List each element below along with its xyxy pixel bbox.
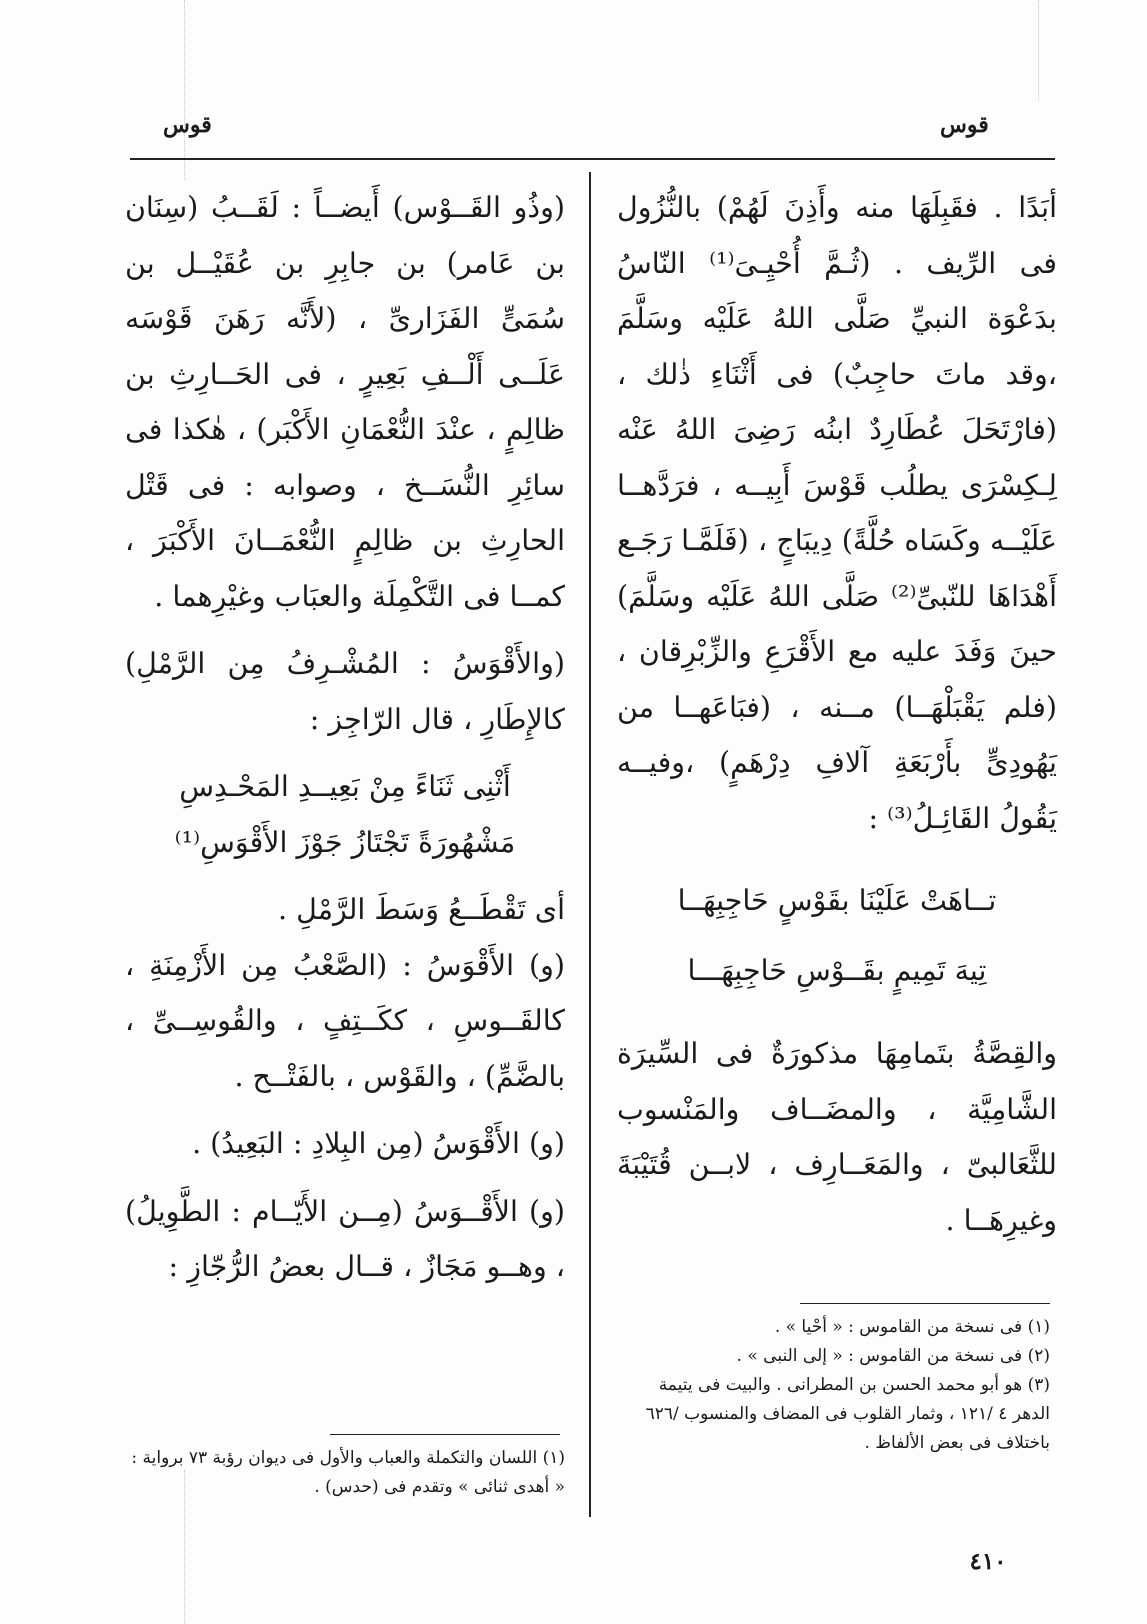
scan-artifact-line — [184, 0, 185, 180]
right-verse-line-1: تــاهَتْ عَلَيْنَا بقَوْسٍ حَاجِبِهَــا — [677, 884, 997, 917]
right-column — [617, 180, 1057, 1248]
running-header-right: قوس — [940, 112, 989, 138]
right-paragraph-1: أبَدًا . فقَبِلَهَا منه وأَذِنَ لَهُمْ) بالنُّزُول فى الرِّيف . (ثُـمَّ أُحْيِـىَ⁽¹⁾ النّاسُ بدَعْوَة النبيِّ صَلَّى اللهُ عَلَيْه وسَلَّمَ ،وقد ماتَ حاجِبٌ) فى أَثْنَاءِ ذٰلك ، (فارْتَحَلَ عُطَارِدٌ ابنُه رَضِىَ اللهُ عَنْه لِـكِسْرَى يطلُب قَوْسَ أَبِيــه ، فرَدَّهــا عَلَيْــه وكَسَاه حُلَّةً) دِيبَاجٍ ، (فَلَمَّـا رَجَـع أَهْدَاهَا للنّبىِّ⁽²⁾ صَلَّى اللهُ عَلَيْه وسَلَّمَ) حينَ وَفَدَ عليه مع الأَقْرَعِ والزِّبْرِقان ، (فلم يَقْبَلْهَــا) مــنه ، (فبَاعَهــا من يَهُودِىٍّ بأَرْبَعَةِ آلافِ دِرْهَمٍ) ،وفيــه يَقُولُ القَائِـلُ⁽³⁾ : — [617, 191, 1057, 835]
left-paragraph-2: (والأَقْوَسُ : المُشْـرِفُ مِن الرَّمْلِ) كالإِطَارِ ، قال الرّاجِز : — [125, 647, 565, 736]
left-verse-line-2: مَشْهُورَةً تَجْتَازُ جَوْزَ الأَقْوَسِ⁽¹⁾ — [174, 825, 516, 859]
left-paragraph-4: (و) الأَقْوَسُ : (الصَّعْبُ مِن الأَزْمِنَةِ ، كالقَــوسِ ، ككَــتِفٍ ، والقُوسِــىِّ ، بالضَّمِّ) ، والقَوْس ، بالفَتْــح . — [125, 948, 565, 1093]
left-verse-line-1: أَثْنِى ثَنَاءً مِنْ بَعِيــدِ المَحْـدِسِ — [179, 770, 511, 803]
left-paragraph-1: (وذُو القَــوْس) أَيضــاً : لَقَــبُ (سِنَان بن عَامر) بن جابِرِ بن عُقَيْــل بن سُمَىٍّ الفَزَارىِّ ، (لأَنَّه رَهَنَ قَوْسَه عَلَــى أَلْــفِ بَعِيرٍ ، فى الحَــارِثِ بن ظالِمٍ ، عنْدَ النُّعْمَانِ الأَكْبَر) ، هٰكذا فى سائِرِ النُّسَــخ ، وصوابه : فى قَتْل الحارِثِ بن ظالِمٍ النُّعْمَــانَ الأَكْبَرَ ، كمــا فى التَّكْمِلَة والعبَاب وغيْرِهما . — [125, 191, 565, 613]
scan-artifact-line — [1038, 0, 1039, 100]
header-rule — [130, 158, 1055, 160]
right-footnotes — [620, 1313, 1050, 1458]
left-paragraph-5: (و) الأَقْوَسُ (مِن البِلادِ : البَعِيدُ) . — [192, 1127, 565, 1160]
page-number: ٤١٠ — [969, 1548, 1007, 1575]
right-footnote-2: (٢) فى نسخة من القاموس : « إلى النبى » . — [736, 1346, 1050, 1366]
left-column — [125, 180, 565, 1295]
right-verse-line-2: تِيهَ تَمِيمٍ بقَــوْسِ حَاجِبِهَـــا — [687, 954, 987, 987]
running-header-left: قوس — [163, 112, 212, 138]
left-footnotes — [125, 1444, 565, 1502]
right-footnote-rule — [800, 1303, 1050, 1304]
left-footnote-1: (١) اللسان والتكملة والعباب والأول فى ديوان رؤبة ٧٣ برواية : « أهدى ثنائى » وتقدم فى (حدس) . — [131, 1448, 565, 1497]
left-footnote-rule — [330, 1434, 560, 1435]
right-footnote-3: (٣) هو أبو محمد الحسن بن المطرانى . والبيت فى يتيمة الدهر ٤ /١٢١ ، وثمار القلوب فى المضاف والمنسوب /٦٢٦ باختلاف فى بعض الألفاظ . — [645, 1375, 1050, 1453]
right-verse-block — [617, 872, 1057, 1000]
right-paragraph-2: والقِصَّةُ بتَمامِهَا مذكورَةٌ فى السِّيرَة الشَّامِيَّة ، والمضَــاف والمَنْسوب للثَّعَالبىّ ، والمَعَــارِف ، لابــن قُتَيْبَةَ وغيرِهَــا . — [617, 1037, 1057, 1237]
right-footnote-1: (١) فى نسخة من القاموس : « أحْيا » . — [774, 1317, 1050, 1337]
left-paragraph-3: أى تَقْطَــعُ وَسَطَ الرَّمْلِ . — [278, 893, 565, 926]
left-paragraph-6: (و) الأَقْــوَسُ (مِــن الأَيّــام : الطَّوِيلُ) ، وهــو مَجَازٌ ، قــال بعضُ الرُّجّازِ : — [125, 1194, 565, 1283]
column-divider — [589, 172, 591, 1517]
